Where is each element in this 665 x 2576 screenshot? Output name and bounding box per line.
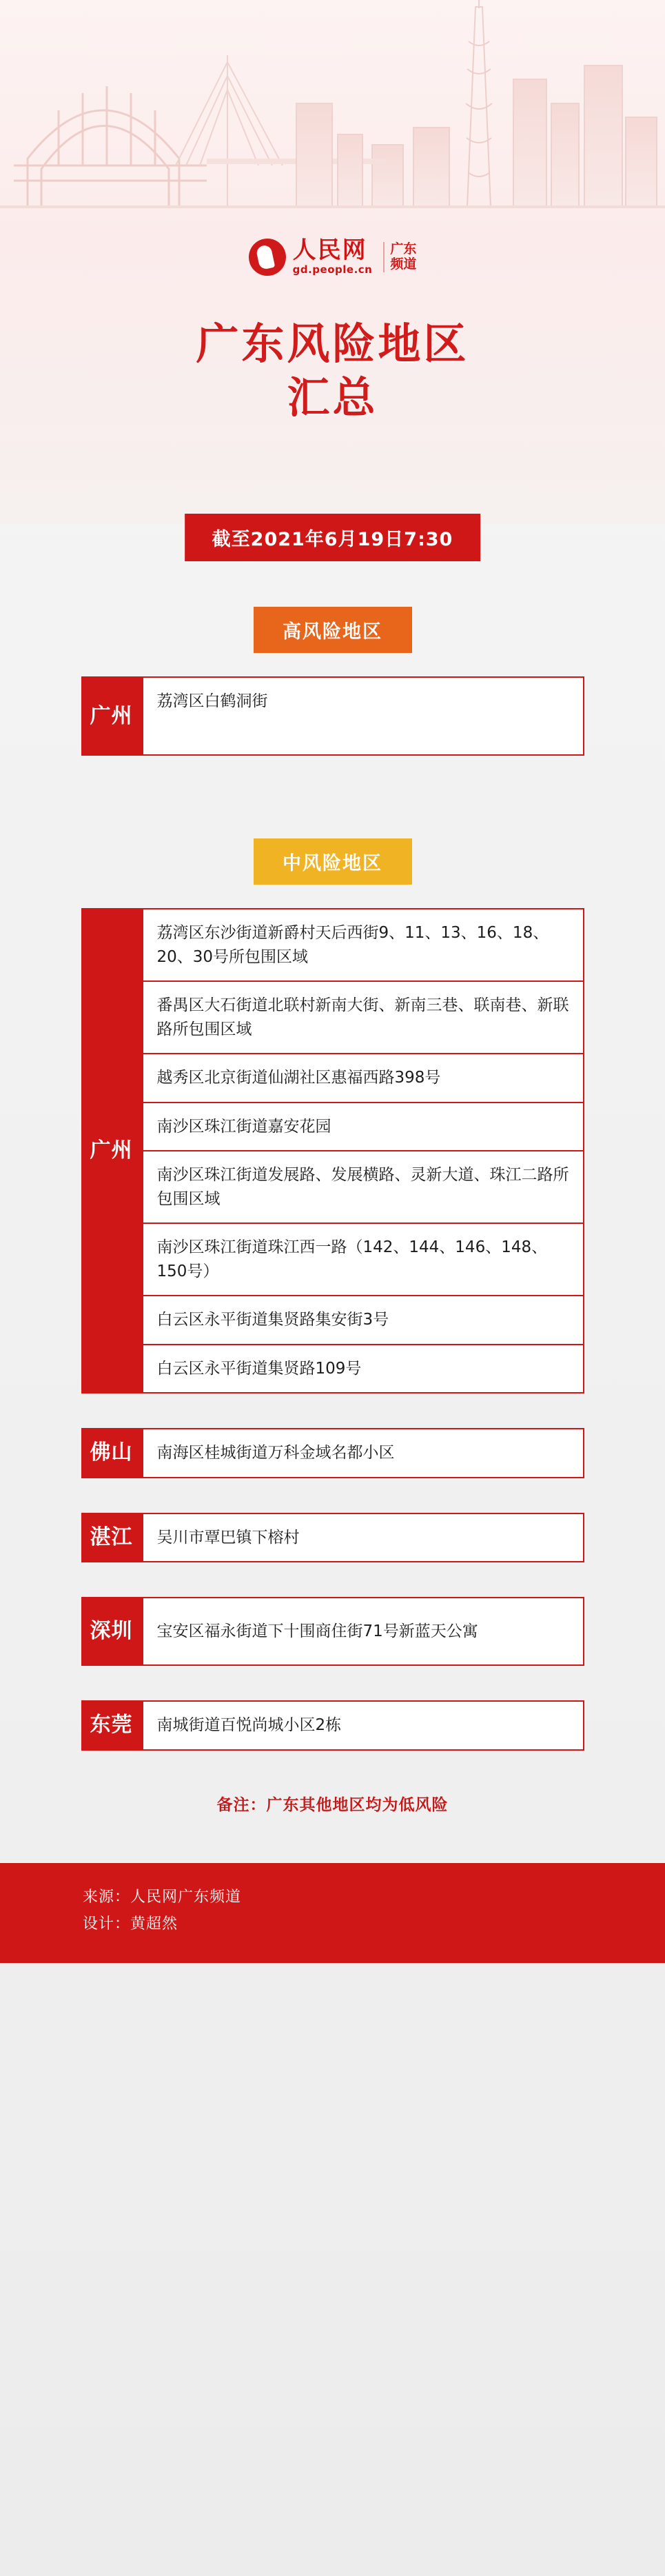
section-header-mid-risk: 中风险地区 bbox=[254, 838, 412, 885]
datestamp-badge: 截至2021年6月19日7:30 bbox=[185, 514, 481, 561]
logo-channel bbox=[383, 242, 416, 272]
city-tag-guangzhou-high bbox=[81, 676, 142, 756]
footer-source: 来源：人民网广东频道 bbox=[83, 1888, 242, 1906]
area-row: 南海区桂城街道万科金域名都小区 bbox=[142, 1428, 584, 1478]
footnote: 备注：广东其他地区均为低风险 bbox=[216, 1795, 449, 1814]
logo-brand-cn: 人民网 bbox=[292, 237, 367, 264]
hero-banner bbox=[0, 0, 665, 550]
area-row: 越秀区北京街道仙湖社区惠福西路398号 bbox=[142, 1053, 584, 1102]
area-row: 南沙区珠江街道发展路、发展横路、灵新大道、珠江二路所包围区域 bbox=[142, 1150, 584, 1222]
risk-block-foshan bbox=[81, 1428, 584, 1478]
city-name: 湛江 bbox=[90, 1525, 133, 1549]
city-name: 广州 bbox=[90, 1138, 133, 1163]
footer bbox=[0, 1863, 665, 1963]
city-name: 东莞 bbox=[90, 1713, 133, 1738]
logo-brand-en: gd.people.cn bbox=[292, 263, 373, 276]
risk-area-content bbox=[0, 524, 665, 1815]
area-row: 白云区永平街道集贤路109号 bbox=[142, 1344, 584, 1394]
city-tag-shenzhen bbox=[81, 1597, 142, 1666]
risk-block-dongguan bbox=[81, 1700, 584, 1751]
area-list-high bbox=[142, 676, 584, 756]
people-daily-logo-icon bbox=[249, 239, 286, 276]
area-row: 番禺区大石街道北联村新南大街、新南三巷、联南巷、新联路所包围区域 bbox=[142, 980, 584, 1053]
city-tag-zhanjiang bbox=[81, 1513, 142, 1563]
area-list-guangzhou-mid bbox=[142, 908, 584, 1393]
area-list-zhanjiang bbox=[142, 1513, 584, 1563]
area-row: 荔湾区东沙街道新爵村天后西街9、11、13、16、18、20、30号所包围区域 bbox=[142, 908, 584, 980]
risk-block-shenzhen bbox=[81, 1597, 584, 1666]
area-list-shenzhen bbox=[142, 1597, 584, 1666]
page-title-line2: 汇总 bbox=[287, 372, 378, 423]
area-row: 荔湾区白鹤洞街 bbox=[142, 676, 584, 756]
city-tag-foshan bbox=[81, 1428, 142, 1478]
area-list-dongguan bbox=[142, 1700, 584, 1751]
footer-design: 设计：黄超然 bbox=[83, 1915, 178, 1933]
site-logo[interactable] bbox=[0, 238, 665, 276]
area-row: 南沙区珠江街道嘉安花园 bbox=[142, 1102, 584, 1151]
area-row: 南沙区珠江街道珠江西一路（142、144、146、148、150号） bbox=[142, 1222, 584, 1295]
city-name: 广州 bbox=[90, 703, 133, 728]
risk-block-guangzhou-mid bbox=[81, 908, 584, 1393]
area-row: 白云区永平街道集贤路集安街3号 bbox=[142, 1295, 584, 1344]
city-name: 深圳 bbox=[90, 1619, 133, 1644]
page-title-line1: 广东风险地区 bbox=[196, 319, 469, 369]
logo-channel-line1: 广东 bbox=[390, 241, 417, 256]
risk-block-zhanjiang bbox=[81, 1513, 584, 1563]
section-header-high-risk: 高风险地区 bbox=[254, 607, 412, 653]
area-row: 南城街道百悦尚城小区2栋 bbox=[142, 1700, 584, 1751]
risk-block-guangzhou-high bbox=[81, 676, 584, 756]
city-tag-dongguan bbox=[81, 1700, 142, 1751]
city-name: 佛山 bbox=[90, 1440, 133, 1465]
page-title bbox=[0, 317, 665, 424]
area-list-foshan bbox=[142, 1428, 584, 1478]
logo-text bbox=[293, 238, 373, 276]
area-row: 吴川市覃巴镇下榕村 bbox=[142, 1513, 584, 1563]
city-tag-guangzhou-mid bbox=[81, 908, 142, 1393]
logo-channel-line2: 频道 bbox=[390, 256, 417, 272]
area-row: 宝安区福永街道下十围商住街71号新蓝天公寓 bbox=[142, 1597, 584, 1666]
